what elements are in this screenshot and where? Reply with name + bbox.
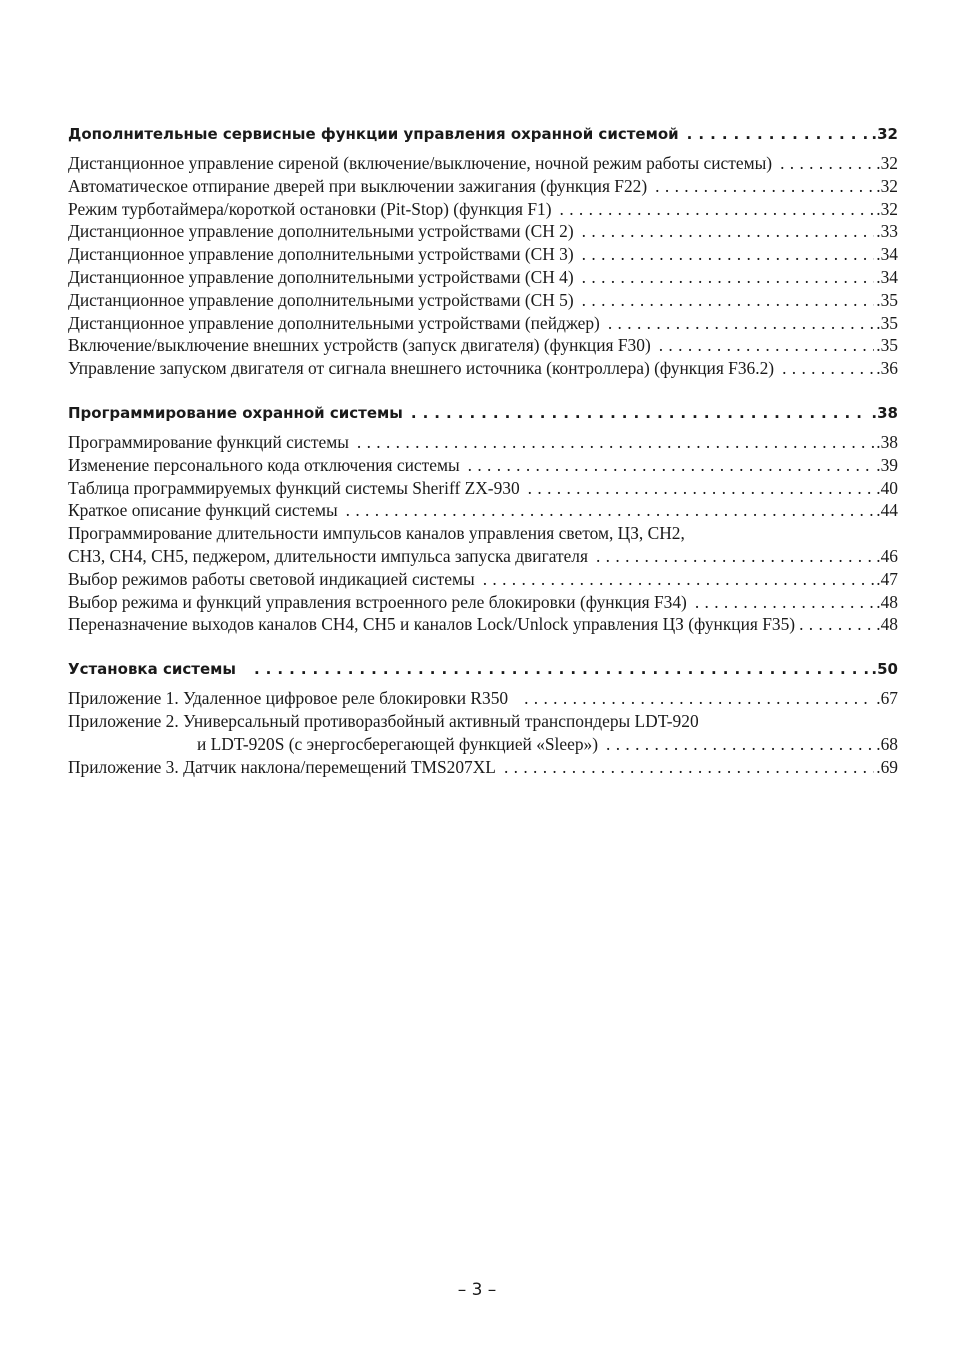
- dot-leader: [483, 568, 875, 591]
- dot-leader: [468, 454, 875, 477]
- toc-entry-line1[interactable]: Программирование длительности импульсов каналов управления светом, ЦЗ, CH2,: [68, 523, 685, 544]
- dot-leader: [411, 400, 870, 426]
- table-of-contents: [68, 121, 898, 778]
- toc-entry[interactable]: [68, 334, 898, 357]
- section-title: Установка системы: [68, 660, 236, 679]
- entry-title: Режим турботаймера/короткой остановки (Pit-Stop) (функция F1): [68, 198, 552, 219]
- entry-title: Дистанционное управление дополнительными устройствами (CH 5): [68, 289, 574, 310]
- toc-entry[interactable]: [68, 289, 898, 312]
- toc-entry[interactable]: [68, 152, 898, 175]
- entry-title: CH3, CH4, CH5, педжером, длительности импульса запуска двигателя: [68, 545, 588, 566]
- entry-title: Переназначение выходов каналов CH4, CH5 и каналов Lock/Unlock управления ЦЗ (функция F35): [68, 614, 796, 635]
- entry-title: Краткое описание функций системы: [68, 500, 338, 521]
- toc-entry[interactable]: [68, 477, 898, 500]
- page-ref: .36: [876, 358, 898, 379]
- dot-leader: [782, 357, 874, 380]
- entry-title: Управление запуском двигателя от сигнала внешнего источника (контроллера) (функция F36.2): [68, 358, 775, 379]
- dot-leader: [655, 175, 874, 198]
- page-ref: .48: [876, 614, 898, 635]
- dot-leader: [606, 733, 874, 756]
- section-title: Программирование охранной системы: [68, 403, 403, 422]
- page-ref: .38: [876, 431, 898, 452]
- page-ref: .35: [876, 312, 898, 333]
- dot-leader: [799, 613, 874, 636]
- page-number: – 3 –: [457, 1280, 497, 1300]
- toc-entry-appendix-2[interactable]: [68, 733, 898, 756]
- dot-leader: [346, 499, 875, 522]
- section-title: Дополнительные сервисные функции управления охранной системой: [68, 125, 679, 143]
- toc-entry[interactable]: [68, 312, 898, 335]
- dot-leader: [582, 220, 875, 243]
- page-ref: .32: [876, 198, 898, 219]
- page-ref: .35: [876, 289, 898, 310]
- page-ref: .32: [871, 125, 898, 143]
- dot-leader: [582, 266, 875, 289]
- toc-section-heading[interactable]: [68, 400, 898, 426]
- dot-leader: [582, 289, 875, 312]
- toc-entry[interactable]: [68, 220, 898, 243]
- dot-leader: [582, 243, 875, 266]
- entry-title: Дистанционное управление дополнительными устройствами (CH 4): [68, 266, 574, 287]
- entry-title: Приложение 3. Датчик наклона/перемещений TMS207XL: [68, 756, 496, 777]
- toc-section-heading[interactable]: [68, 121, 898, 147]
- toc-entry[interactable]: [68, 266, 898, 289]
- page-ref: .38: [871, 403, 898, 422]
- entry-title: Приложение 1. Удаленное цифровое реле блокировки R350: [68, 688, 509, 709]
- dot-leader: [659, 334, 875, 357]
- entry-title: Дистанционное управление дополнительными устройствами (пейджер): [68, 312, 600, 333]
- dot-leader: [524, 687, 874, 710]
- entry-title: Изменение персонального кода отключения системы: [68, 454, 460, 475]
- toc-section-heading[interactable]: [68, 656, 898, 682]
- toc-entry[interactable]: [68, 568, 898, 591]
- toc-entry[interactable]: [68, 591, 898, 614]
- toc-entry-appendix-3[interactable]: [68, 756, 898, 779]
- entry-title: Автоматическое отпирание дверей при выключении зажигания (функция F22): [68, 175, 648, 196]
- entry-title: Включение/выключение внешних устройств (запуск двигателя) (функция F30): [68, 335, 651, 356]
- entry-title: Дистанционное управление дополнительными устройствами (CH 2): [68, 221, 574, 242]
- entry-title: Выбор режима и функций управления встроенного реле блокировки (функция F34): [68, 591, 687, 612]
- page-ref: .69: [876, 756, 898, 777]
- page-ref: .39: [876, 454, 898, 475]
- dot-leader: [780, 152, 874, 175]
- entry-title: Таблица программируемых функций системы Sheriff ZX-930: [68, 477, 520, 498]
- entry-title: Программирование функций системы: [68, 431, 349, 452]
- toc-entry-appendix-2-line1[interactable]: Приложение 2. Универсальный противоразбойный активный транспондеры LDT-920: [68, 710, 699, 731]
- dot-leader: [357, 431, 874, 454]
- dot-leader: [560, 198, 875, 221]
- toc-entry[interactable]: [68, 198, 898, 221]
- page-ref: .40: [876, 477, 898, 498]
- dot-leader: [695, 591, 874, 614]
- page-ref: .34: [876, 266, 898, 287]
- page-ref: .67: [876, 688, 898, 709]
- toc-entry[interactable]: [68, 357, 898, 380]
- page-ref: .48: [876, 591, 898, 612]
- entry-title: Выбор режимов работы световой индикацией системы: [68, 568, 475, 589]
- toc-entry[interactable]: [68, 499, 898, 522]
- toc-entry-appendix-1[interactable]: [68, 687, 898, 710]
- page-ref: .33: [876, 221, 898, 242]
- page-ref: .32: [876, 153, 898, 173]
- page-ref: .46: [876, 545, 898, 566]
- dot-leader: [254, 656, 869, 682]
- toc-entry[interactable]: [68, 454, 898, 477]
- dot-leader: [504, 756, 874, 779]
- page-ref: .44: [876, 500, 898, 521]
- page-ref: .50: [871, 660, 898, 679]
- toc-entry[interactable]: [68, 243, 898, 266]
- toc-entry[interactable]: [68, 545, 898, 568]
- dot-leader: [608, 312, 874, 335]
- dot-leader: [528, 477, 875, 500]
- toc-entry[interactable]: [68, 175, 898, 198]
- entry-title: Дистанционное управление сиреной (включение/выключение, ночной режим работы системы): [68, 153, 773, 173]
- dot-leader: [687, 121, 870, 147]
- page-ref: .32: [876, 175, 898, 196]
- entry-title: Дистанционное управление дополнительными устройствами (CH 3): [68, 244, 574, 265]
- toc-entry[interactable]: [68, 431, 898, 454]
- dot-leader: [596, 545, 874, 568]
- page-ref: .68: [876, 733, 898, 754]
- page-ref: .47: [876, 568, 898, 589]
- page-ref: .35: [876, 335, 898, 356]
- toc-entry[interactable]: [68, 613, 898, 636]
- page-ref: .34: [876, 244, 898, 265]
- entry-title: и LDT-920S (с энергосберегающей функцией «Sleep»): [197, 733, 599, 754]
